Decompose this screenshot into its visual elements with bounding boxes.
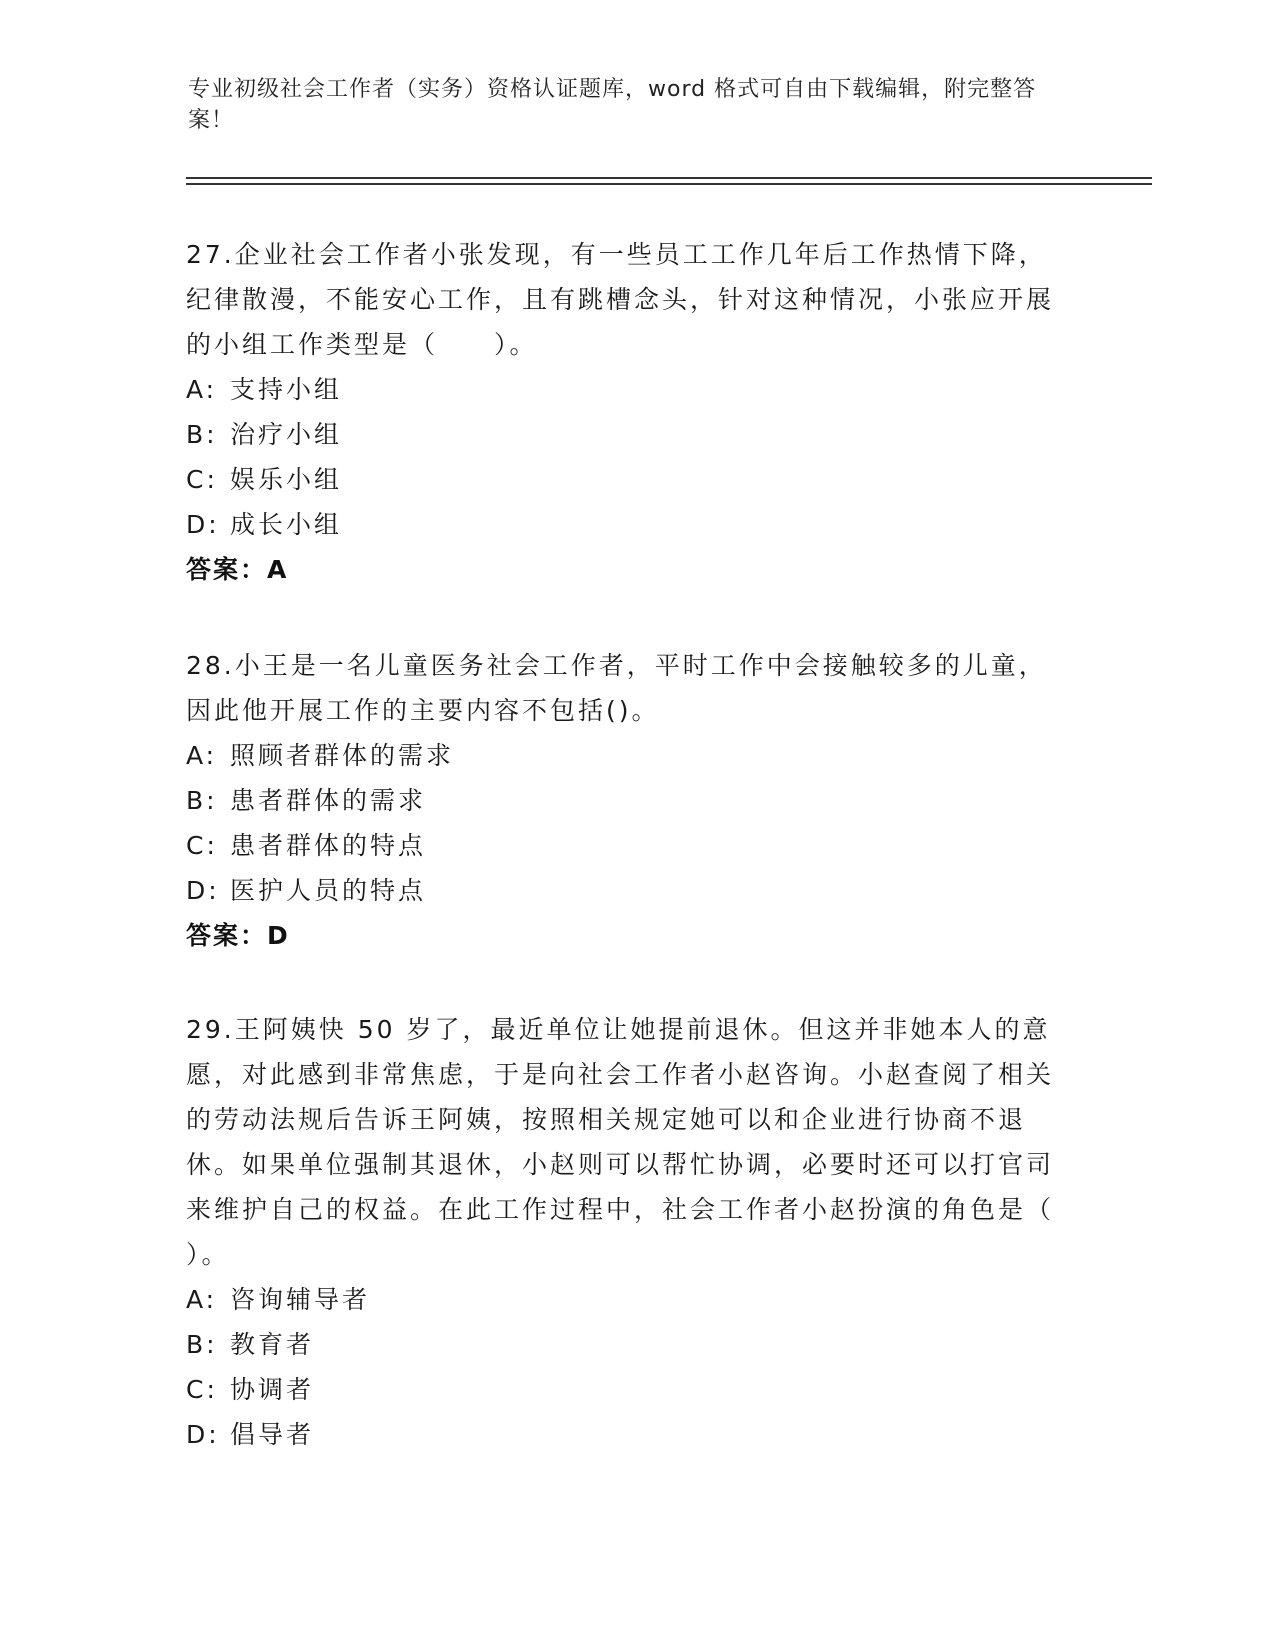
option-a <box>186 367 1066 412</box>
option-key: B: <box>186 786 218 815</box>
header-divider-top <box>186 177 1152 179</box>
option-d <box>186 868 1066 913</box>
option-text: 医护人员的特点 <box>230 876 427 905</box>
option-c <box>186 1367 1066 1412</box>
option-text: 倡导者 <box>230 1420 315 1449</box>
option-key: A: <box>186 375 218 404</box>
option-key: C: <box>186 465 218 494</box>
question-stem: 29.王阿姨快 50 岁了，最近单位让她提前退休。但这并非她本人的意愿，对此感到非常焦虑，于是向社会工作者小赵咨询。小赵查阅了相关的劳动法规后告诉王阿姨，按照相关规定她可以和企业进行协商不退休。如果单位强制其退休，小赵则可以帮忙协调，必要时还可以打官司来维护自己的权益。在此工作过程中，社会工作者小赵扮演的角色是（ ）。 <box>186 1015 1055 1269</box>
option-key: A: <box>186 1285 218 1314</box>
question-stem: 28.小王是一名儿童医务社会工作者，平时工作中会接触较多的儿童，因此他开展工作的主要内容不包括()。 <box>186 651 1047 725</box>
option-text: 教育者 <box>230 1330 315 1359</box>
option-text: 支持小组 <box>230 375 343 404</box>
document-header: 专业初级社会工作者（实务）资格认证题库，word 格式可自由下载编辑，附完整答案！ <box>188 77 1037 133</box>
option-text: 咨询辅导者 <box>230 1285 371 1314</box>
question-29 <box>186 1007 1066 1457</box>
option-text: 患者群体的特点 <box>230 831 427 860</box>
option-c <box>186 457 1066 502</box>
option-key: B: <box>186 1330 218 1359</box>
option-key: D: <box>186 1420 220 1449</box>
option-text: 娱乐小组 <box>230 465 343 494</box>
option-text: 治疗小组 <box>230 420 343 449</box>
answer-line: 答案：D <box>186 921 290 950</box>
option-key: D: <box>186 510 220 539</box>
option-text: 成长小组 <box>230 510 343 539</box>
option-text: 协调者 <box>230 1375 315 1404</box>
option-key: C: <box>186 1375 218 1404</box>
header-divider-bottom <box>186 183 1152 185</box>
option-d <box>186 1412 1066 1457</box>
option-key: D: <box>186 876 220 905</box>
option-b <box>186 412 1066 457</box>
option-a <box>186 733 1066 778</box>
option-text: 患者群体的需求 <box>230 786 427 815</box>
question-28 <box>186 643 1066 958</box>
question-27 <box>186 232 1066 592</box>
option-a <box>186 1277 1066 1322</box>
option-key: C: <box>186 831 218 860</box>
option-text: 照顾者群体的需求 <box>230 741 455 770</box>
answer-line: 答案：A <box>186 555 289 584</box>
option-b <box>186 778 1066 823</box>
option-d <box>186 502 1066 547</box>
option-key: B: <box>186 420 218 449</box>
option-c <box>186 823 1066 868</box>
option-key: A: <box>186 741 218 770</box>
question-stem: 27.企业社会工作者小张发现，有一些员工工作几年后工作热情下降，纪律散漫，不能安心工作，且有跳槽念头，针对这种情况，小张应开展的小组工作类型是（ ）。 <box>186 240 1055 359</box>
option-b <box>186 1322 1066 1367</box>
